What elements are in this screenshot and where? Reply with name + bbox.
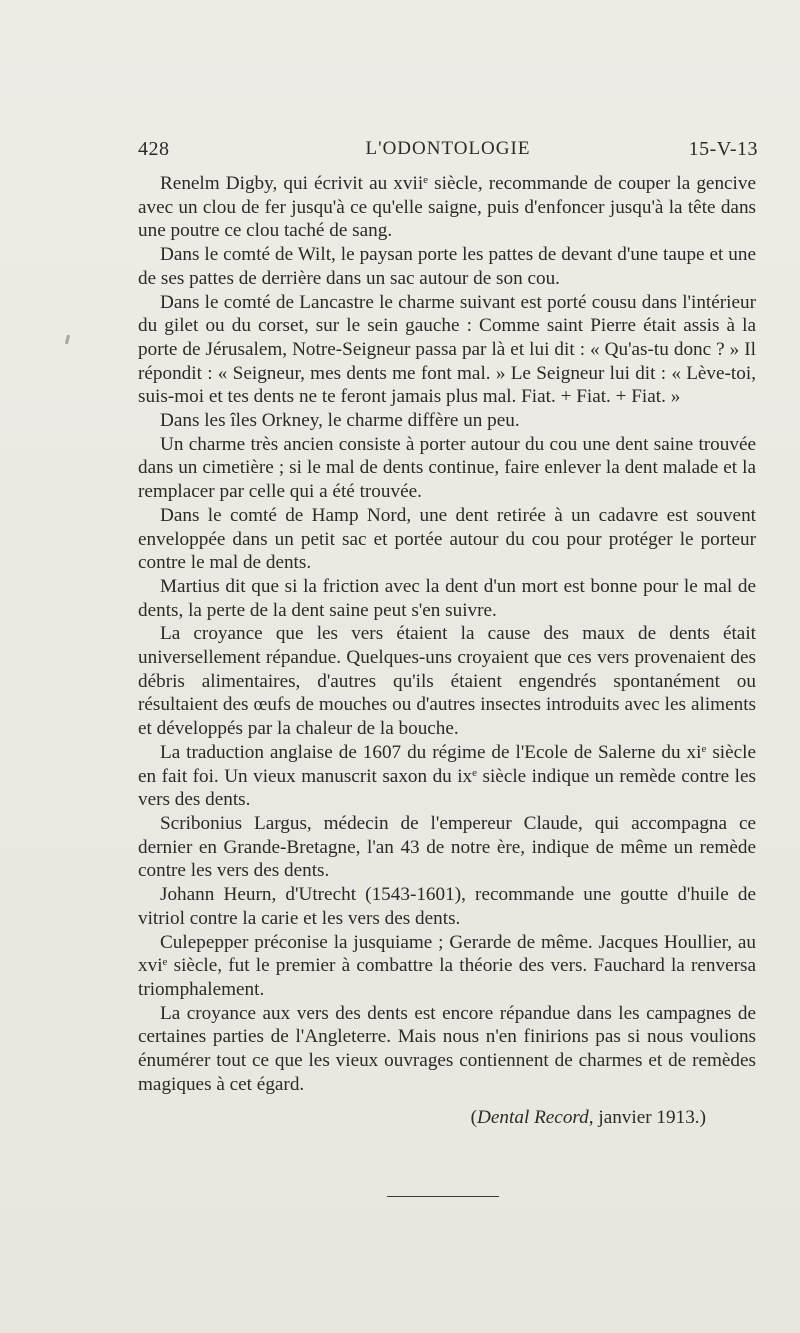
paragraph: Scribonius Largus, médecin de l'empereur Claude, qui accompagna ce dernier en Grande-Bretagne, l'an 43 de notre ère, indique de même un remède contre les vers des dents. bbox=[138, 812, 756, 882]
print-speck bbox=[65, 335, 70, 344]
source-journal: Dental Record bbox=[477, 1107, 589, 1129]
paragraph: La traduction anglaise de 1607 du régime de l'Ecole de Salerne du $xi^e$ siècle en fait foi. Un vieux manuscrit saxon du $ix^e$ siècle indique un remède contre les vers des dents. bbox=[138, 741, 756, 811]
source-citation: (Dental Record, janvier 1913.) bbox=[470, 1107, 706, 1129]
paragraph: Dans les îles Orkney, le charme diffère un peu. bbox=[160, 410, 520, 432]
page-number: 428 bbox=[138, 138, 170, 160]
paragraph: Renelm Digby, qui écrivit au xvii$^e$ siècle, recommande de couper la gencive avec un clou de fer jusqu'à ce qu'elle saigne, puis d'enfoncer jusqu'à la tête dans une poutre ce clou taché de sang. bbox=[138, 173, 756, 242]
issue-date: 15-V-13 bbox=[688, 138, 758, 160]
paragraph: Dans le comté de Hamp Nord, une dent retirée à un cadavre est souvent enveloppée dans un petit sac et portée autour du cou pour protéger le porteur contre le mal de dents. bbox=[138, 504, 756, 574]
page-header bbox=[138, 138, 758, 168]
paragraph: La croyance que les vers étaient la cause des maux de dents était universellement répandue. Quelques-uns croyaient que ces vers provenaient des débris alimentaires, d'autres qu'ils étaient engendrés spontanément ou résultaient des œufs de mouches ou d'autres insectes introduits avec les aliments et développés par la chaleur de la bouche. bbox=[138, 623, 756, 740]
paragraph: Dans le comté de Wilt, le paysan porte les pattes de devant d'une taupe et une de ses pattes de derrière dans un sac autour de son cou. bbox=[138, 244, 756, 289]
paragraph: La croyance aux vers des dents est encore répandue dans les campagnes de certaines parties de l'Angleterre. Mais nous n'en finirions pas si nous voulions énumérer tout ce que les vieux ouvrages contiennent de charmes et de remèdes magiques à cet égard. bbox=[138, 1002, 756, 1095]
article-body bbox=[138, 172, 756, 1130]
end-rule bbox=[387, 1196, 499, 1197]
paragraph: Johann Heurn, d'Utrecht (1543-1601), recommande une goutte d'huile de vitriol contre la carie et les vers des dents. bbox=[138, 884, 756, 929]
running-title: L'ODONTOLOGIE bbox=[365, 138, 531, 159]
paragraph: Culepepper préconise la jusquiame ; Gerarde de même. Jacques Houllier, au xvi$^e$ siècle, fut le premier à combattre la théorie des vers. Fauchard la renversa triomphalement. bbox=[138, 931, 756, 1000]
paragraph: Dans le comté de Lancastre le charme suivant est porté cousu dans l'intérieur du gilet ou du corset, sur le sein gauche : Comme saint Pierre était assis à la porte de Jérusalem, Notre-Seigneur passa par là et lui dit : « Qu'as-tu donc ? » Il répondit : « Seigneur, mes dents me font mal. » Le Seigneur lui dit : « Lève-toi, suis-moi et tes dents ne te feront jamais plus mal. Fiat. + Fiat. + Fiat. » bbox=[138, 291, 756, 408]
paragraph: Un charme très ancien consiste à porter autour du cou une dent saine trouvée dans un cimetière ; si le mal de dents continue, faire enlever la dent malade et la remplacer par celle qui a été trouvée. bbox=[138, 433, 756, 503]
paragraph: Martius dit que si la friction avec la dent d'un mort est bonne pour le mal de dents, la perte de la dent saine peut s'en suivre. bbox=[138, 575, 756, 621]
